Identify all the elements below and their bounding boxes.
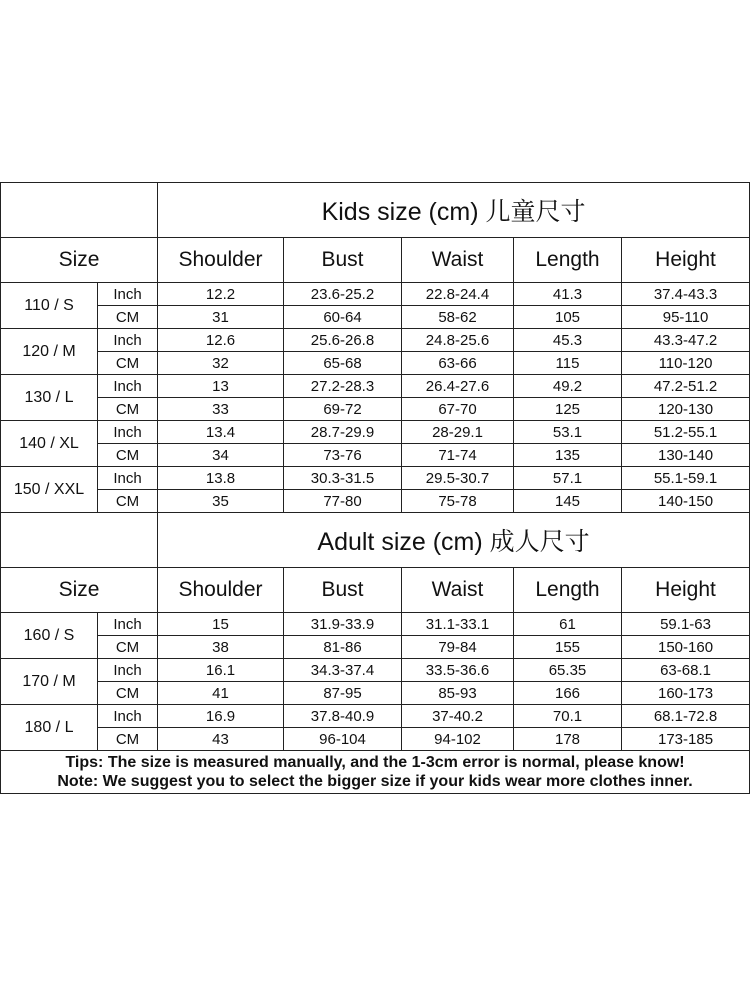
adult-size-label: 180 / L xyxy=(1,705,98,751)
kids-header-size: Size xyxy=(1,238,158,283)
adult-cell: 173-185 xyxy=(622,728,750,751)
adult-cell: 166 xyxy=(514,682,622,705)
unit-label-inch: Inch xyxy=(98,613,158,636)
kids-cell: 57.1 xyxy=(514,467,622,490)
adult-size-label: 170 / M xyxy=(1,659,98,705)
adult-title-blank xyxy=(1,513,158,568)
adult-title-row xyxy=(1,513,750,568)
kids-header-shoulder: Shoulder xyxy=(158,238,284,283)
unit-label-inch: Inch xyxy=(98,421,158,444)
adult-table-row xyxy=(1,613,750,636)
kids-cell: 67-70 xyxy=(402,398,514,421)
adult-table-row xyxy=(1,728,750,751)
kids-cell: 53.1 xyxy=(514,421,622,444)
adult-header-bust: Bust xyxy=(284,568,402,613)
kids-cell: 41.3 xyxy=(514,283,622,306)
kids-cell: 25.6-26.8 xyxy=(284,329,402,352)
kids-cell: 13.8 xyxy=(158,467,284,490)
unit-label-cm: CM xyxy=(98,682,158,705)
kids-cell: 75-78 xyxy=(402,490,514,513)
kids-cell: 33 xyxy=(158,398,284,421)
kids-header-row xyxy=(1,238,750,283)
kids-cell: 73-76 xyxy=(284,444,402,467)
kids-cell: 43.3-47.2 xyxy=(622,329,750,352)
unit-label-inch: Inch xyxy=(98,659,158,682)
kids-cell: 120-130 xyxy=(622,398,750,421)
adult-cell: 85-93 xyxy=(402,682,514,705)
kids-table-row xyxy=(1,467,750,490)
unit-label-inch: Inch xyxy=(98,283,158,306)
kids-table-row xyxy=(1,375,750,398)
kids-size-label: 150 / XXL xyxy=(1,467,98,513)
adult-cell: 70.1 xyxy=(514,705,622,728)
adult-cell: 87-95 xyxy=(284,682,402,705)
adult-cell: 150-160 xyxy=(622,636,750,659)
adult-cell: 33.5-36.6 xyxy=(402,659,514,682)
adult-cell: 178 xyxy=(514,728,622,751)
kids-cell: 140-150 xyxy=(622,490,750,513)
kids-cell: 12.2 xyxy=(158,283,284,306)
kids-cell: 49.2 xyxy=(514,375,622,398)
kids-cell: 65-68 xyxy=(284,352,402,375)
kids-cell: 37.4-43.3 xyxy=(622,283,750,306)
unit-label-cm: CM xyxy=(98,306,158,329)
kids-cell: 125 xyxy=(514,398,622,421)
kids-header-bust: Bust xyxy=(284,238,402,283)
kids-cell: 27.2-28.3 xyxy=(284,375,402,398)
kids-cell: 22.8-24.4 xyxy=(402,283,514,306)
adult-cell: 31.1-33.1 xyxy=(402,613,514,636)
unit-label-cm: CM xyxy=(98,398,158,421)
kids-header-length: Length xyxy=(514,238,622,283)
kids-cell: 47.2-51.2 xyxy=(622,375,750,398)
kids-cell: 63-66 xyxy=(402,352,514,375)
kids-table-row xyxy=(1,283,750,306)
kids-cell: 34 xyxy=(158,444,284,467)
adult-cell: 65.35 xyxy=(514,659,622,682)
unit-label-cm: CM xyxy=(98,444,158,467)
adult-cell: 41 xyxy=(158,682,284,705)
kids-header-height: Height xyxy=(622,238,750,283)
adult-header-row xyxy=(1,568,750,613)
tips-row xyxy=(1,751,750,794)
adult-cell: 160-173 xyxy=(622,682,750,705)
adult-table-row xyxy=(1,659,750,682)
kids-cell: 71-74 xyxy=(402,444,514,467)
kids-cell: 115 xyxy=(514,352,622,375)
unit-label-inch: Inch xyxy=(98,467,158,490)
adult-cell: 16.9 xyxy=(158,705,284,728)
adult-cell: 37-40.2 xyxy=(402,705,514,728)
kids-cell: 51.2-55.1 xyxy=(622,421,750,444)
kids-cell: 55.1-59.1 xyxy=(622,467,750,490)
adult-cell: 81-86 xyxy=(284,636,402,659)
unit-label-cm: CM xyxy=(98,490,158,513)
kids-section-title: Kids size (cm) 儿童尺寸 xyxy=(158,183,750,238)
kids-cell: 31 xyxy=(158,306,284,329)
kids-table-row xyxy=(1,421,750,444)
tips-text: Tips: The size is measured manually, and the 1-3cm error is normal, please know! xyxy=(65,754,685,771)
kids-cell: 60-64 xyxy=(284,306,402,329)
adult-cell: 68.1-72.8 xyxy=(622,705,750,728)
unit-label-cm: CM xyxy=(98,352,158,375)
tips-cell xyxy=(1,751,750,794)
kids-title-row xyxy=(1,183,750,238)
unit-label-cm: CM xyxy=(98,728,158,751)
kids-table-row xyxy=(1,329,750,352)
adult-cell: 63-68.1 xyxy=(622,659,750,682)
kids-header-waist: Waist xyxy=(402,238,514,283)
adult-cell: 16.1 xyxy=(158,659,284,682)
kids-table-row xyxy=(1,306,750,329)
unit-label-inch: Inch xyxy=(98,705,158,728)
kids-size-label: 110 / S xyxy=(1,283,98,329)
adult-header-waist: Waist xyxy=(402,568,514,613)
note-text: Note: We suggest you to select the bigger size if your kids wear more clothes inner. xyxy=(57,773,693,790)
adult-cell: 38 xyxy=(158,636,284,659)
kids-cell: 13.4 xyxy=(158,421,284,444)
kids-size-label: 130 / L xyxy=(1,375,98,421)
adult-cell: 59.1-63 xyxy=(622,613,750,636)
adult-cell: 61 xyxy=(514,613,622,636)
kids-table-row xyxy=(1,444,750,467)
kids-cell: 13 xyxy=(158,375,284,398)
kids-cell: 145 xyxy=(514,490,622,513)
kids-title-blank xyxy=(1,183,158,238)
adult-cell: 43 xyxy=(158,728,284,751)
adult-cell: 94-102 xyxy=(402,728,514,751)
kids-cell: 105 xyxy=(514,306,622,329)
kids-cell: 45.3 xyxy=(514,329,622,352)
kids-size-label: 120 / M xyxy=(1,329,98,375)
adult-cell: 15 xyxy=(158,613,284,636)
kids-cell: 32 xyxy=(158,352,284,375)
kids-cell: 26.4-27.6 xyxy=(402,375,514,398)
unit-label-inch: Inch xyxy=(98,375,158,398)
adult-cell: 155 xyxy=(514,636,622,659)
kids-cell: 35 xyxy=(158,490,284,513)
size-chart-table xyxy=(0,182,750,794)
kids-cell: 69-72 xyxy=(284,398,402,421)
adult-header-shoulder: Shoulder xyxy=(158,568,284,613)
kids-table-row xyxy=(1,490,750,513)
unit-label-inch: Inch xyxy=(98,329,158,352)
kids-cell: 30.3-31.5 xyxy=(284,467,402,490)
kids-cell: 95-110 xyxy=(622,306,750,329)
adult-table-row xyxy=(1,705,750,728)
kids-table-row xyxy=(1,398,750,421)
adult-cell: 34.3-37.4 xyxy=(284,659,402,682)
adult-header-length: Length xyxy=(514,568,622,613)
kids-cell: 77-80 xyxy=(284,490,402,513)
kids-cell: 23.6-25.2 xyxy=(284,283,402,306)
unit-label-cm: CM xyxy=(98,636,158,659)
kids-cell: 28.7-29.9 xyxy=(284,421,402,444)
kids-cell: 58-62 xyxy=(402,306,514,329)
adult-cell: 31.9-33.9 xyxy=(284,613,402,636)
kids-cell: 135 xyxy=(514,444,622,467)
kids-cell: 24.8-25.6 xyxy=(402,329,514,352)
adult-table-row xyxy=(1,682,750,705)
kids-cell: 28-29.1 xyxy=(402,421,514,444)
adult-header-height: Height xyxy=(622,568,750,613)
adult-cell: 79-84 xyxy=(402,636,514,659)
adult-section-title: Adult size (cm) 成人尺寸 xyxy=(158,513,750,568)
adult-cell: 96-104 xyxy=(284,728,402,751)
adult-table-row xyxy=(1,636,750,659)
adult-header-size: Size xyxy=(1,568,158,613)
adult-cell: 37.8-40.9 xyxy=(284,705,402,728)
kids-cell: 12.6 xyxy=(158,329,284,352)
adult-size-label: 160 / S xyxy=(1,613,98,659)
kids-size-label: 140 / XL xyxy=(1,421,98,467)
kids-cell: 29.5-30.7 xyxy=(402,467,514,490)
kids-cell: 110-120 xyxy=(622,352,750,375)
kids-table-row xyxy=(1,352,750,375)
kids-cell: 130-140 xyxy=(622,444,750,467)
